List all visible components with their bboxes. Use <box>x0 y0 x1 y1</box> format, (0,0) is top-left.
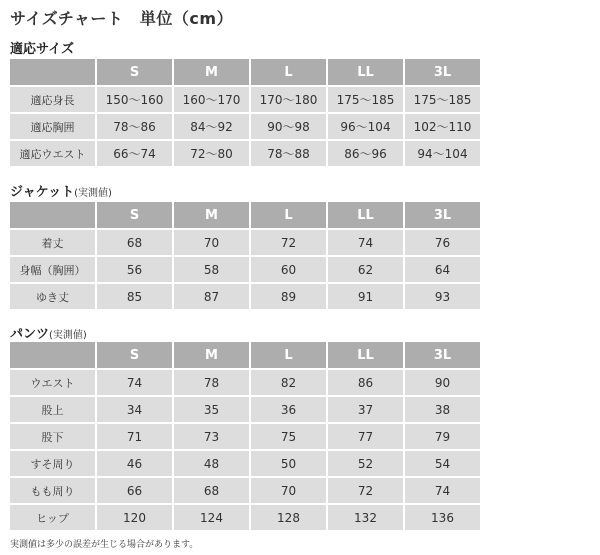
table-cell: 96～104 <box>328 114 403 139</box>
table-cell: 160～170 <box>174 87 249 112</box>
table-corner-cell <box>10 59 95 85</box>
table-cell: 102～110 <box>405 114 480 139</box>
size-column-header: LL <box>328 342 403 368</box>
size-column-header: S <box>97 342 172 368</box>
size-column-header: LL <box>328 202 403 228</box>
table-cell: 60 <box>251 257 326 282</box>
row-label: もも周り <box>10 478 95 503</box>
jacket-section-note: (実測値) <box>74 188 112 199</box>
table-cell: 170～180 <box>251 87 326 112</box>
table-cell: 68 <box>174 478 249 503</box>
row-label: すそ周り <box>10 451 95 476</box>
table-cell: 78～88 <box>251 141 326 166</box>
table-row <box>10 114 480 139</box>
table-cell: 150～160 <box>97 87 172 112</box>
table-cell: 128 <box>251 505 326 530</box>
table-cell: 85 <box>97 284 172 309</box>
fit-section-title <box>10 38 74 57</box>
table-row <box>10 505 480 530</box>
table-cell: 84～92 <box>174 114 249 139</box>
row-label: 適応ウエスト <box>10 141 95 166</box>
size-column-header: S <box>97 59 172 85</box>
table-row <box>10 478 480 503</box>
size-column-header: LL <box>328 59 403 85</box>
table-cell: 36 <box>251 397 326 422</box>
jacket-section-label: ジャケット <box>10 185 75 200</box>
table-corner-cell <box>10 202 95 228</box>
table-cell: 124 <box>174 505 249 530</box>
table-cell: 93 <box>405 284 480 309</box>
row-label: ヒップ <box>10 505 95 530</box>
table-cell: 76 <box>405 230 480 255</box>
table-cell: 73 <box>174 424 249 449</box>
row-label: ウエスト <box>10 370 95 395</box>
table-cell: 87 <box>174 284 249 309</box>
row-label: 股下 <box>10 424 95 449</box>
row-label: 身幅（胸囲） <box>10 257 95 282</box>
table-cell: 62 <box>328 257 403 282</box>
table-row <box>10 451 480 476</box>
table-cell: 68 <box>97 230 172 255</box>
table-row <box>10 87 480 112</box>
table-header-row <box>10 59 480 85</box>
table-header-row <box>10 342 480 368</box>
row-label: 適応身長 <box>10 87 95 112</box>
pants-size-table <box>8 340 482 532</box>
table-cell: 35 <box>174 397 249 422</box>
table-cell: 58 <box>174 257 249 282</box>
fit-size-table <box>8 57 482 168</box>
table-row <box>10 141 480 166</box>
jacket-section-title <box>10 181 112 200</box>
size-column-header: M <box>174 202 249 228</box>
table-cell: 175～185 <box>328 87 403 112</box>
table-cell: 66～74 <box>97 141 172 166</box>
table-cell: 136 <box>405 505 480 530</box>
size-column-header: 3L <box>405 202 480 228</box>
size-column-header: 3L <box>405 342 480 368</box>
table-cell: 37 <box>328 397 403 422</box>
pants-section-label: パンツ <box>10 327 50 342</box>
size-column-header: M <box>174 342 249 368</box>
table-cell: 132 <box>328 505 403 530</box>
table-cell: 89 <box>251 284 326 309</box>
size-column-header: L <box>251 59 326 85</box>
size-column-header: 3L <box>405 59 480 85</box>
table-cell: 86～96 <box>328 141 403 166</box>
table-cell: 70 <box>251 478 326 503</box>
table-cell: 77 <box>328 424 403 449</box>
table-cell: 79 <box>405 424 480 449</box>
table-row <box>10 230 480 255</box>
size-column-header: M <box>174 59 249 85</box>
table-cell: 90～98 <box>251 114 326 139</box>
table-row <box>10 284 480 309</box>
table-cell: 91 <box>328 284 403 309</box>
table-cell: 90 <box>405 370 480 395</box>
row-label: ゆき丈 <box>10 284 95 309</box>
table-cell: 72～80 <box>174 141 249 166</box>
table-cell: 71 <box>97 424 172 449</box>
fit-section-label: 適応サイズ <box>10 42 74 57</box>
table-cell: 78 <box>174 370 249 395</box>
table-cell: 38 <box>405 397 480 422</box>
row-label: 股上 <box>10 397 95 422</box>
table-cell: 46 <box>97 451 172 476</box>
table-row <box>10 424 480 449</box>
table-cell: 72 <box>328 478 403 503</box>
table-cell: 86 <box>328 370 403 395</box>
row-label: 適応胸囲 <box>10 114 95 139</box>
table-row <box>10 370 480 395</box>
table-cell: 56 <box>97 257 172 282</box>
table-cell: 78～86 <box>97 114 172 139</box>
table-row <box>10 397 480 422</box>
pants-section-note: (実測値) <box>49 330 87 341</box>
table-cell: 74 <box>405 478 480 503</box>
table-cell: 72 <box>251 230 326 255</box>
table-cell: 52 <box>328 451 403 476</box>
table-cell: 34 <box>97 397 172 422</box>
row-label: 着丈 <box>10 230 95 255</box>
table-cell: 82 <box>251 370 326 395</box>
table-row <box>10 257 480 282</box>
size-column-header: S <box>97 202 172 228</box>
table-cell: 175～185 <box>405 87 480 112</box>
footnote: 実測値は多少の誤差が生じる場合があります。 <box>10 540 199 550</box>
table-cell: 48 <box>174 451 249 476</box>
table-cell: 50 <box>251 451 326 476</box>
table-header-row <box>10 202 480 228</box>
table-cell: 75 <box>251 424 326 449</box>
table-corner-cell <box>10 342 95 368</box>
table-cell: 94～104 <box>405 141 480 166</box>
table-cell: 120 <box>97 505 172 530</box>
page-title: サイズチャート 単位（cm） <box>10 9 234 28</box>
jacket-size-table <box>8 200 482 311</box>
table-cell: 70 <box>174 230 249 255</box>
size-column-header: L <box>251 342 326 368</box>
size-column-header: L <box>251 202 326 228</box>
table-cell: 66 <box>97 478 172 503</box>
table-cell: 74 <box>328 230 403 255</box>
table-cell: 64 <box>405 257 480 282</box>
table-cell: 74 <box>97 370 172 395</box>
table-cell: 54 <box>405 451 480 476</box>
